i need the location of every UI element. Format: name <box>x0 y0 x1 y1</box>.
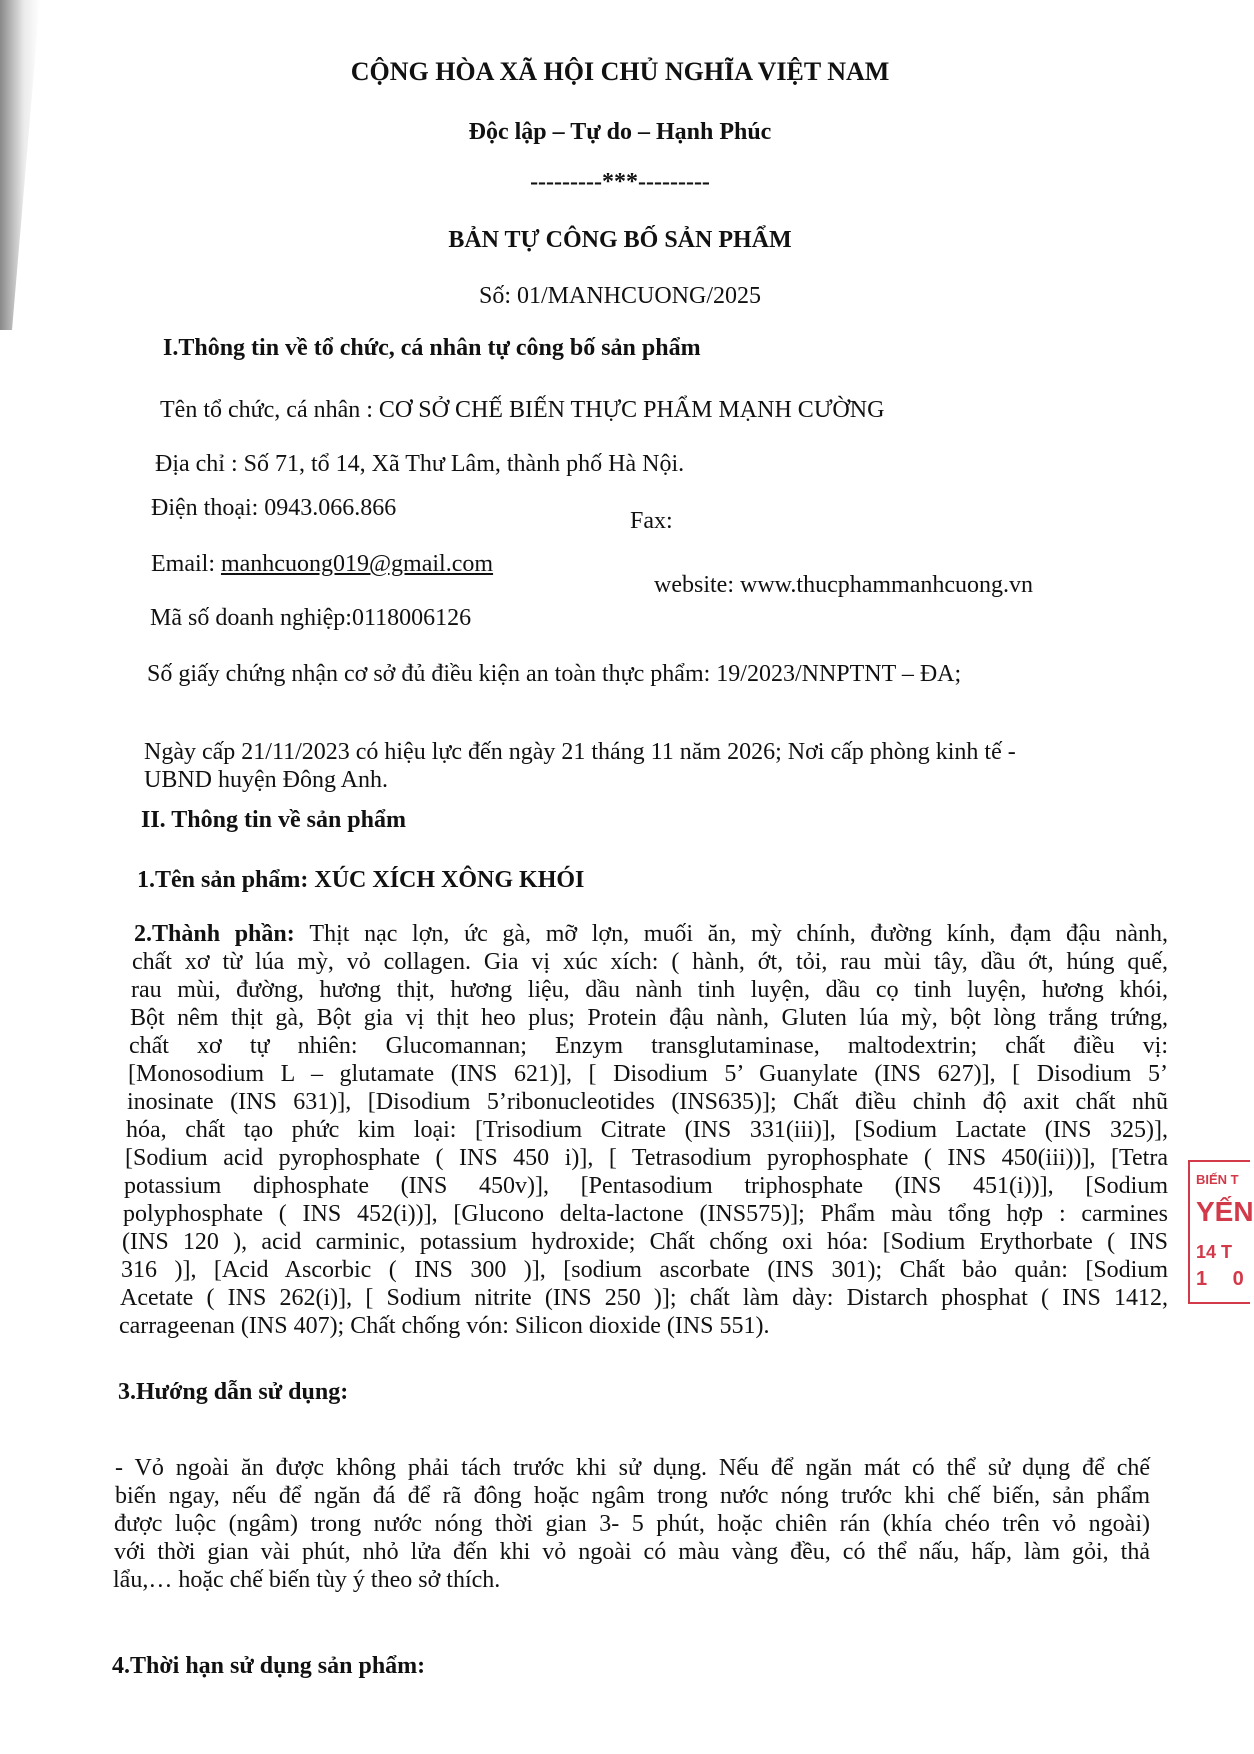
food-safety-certificate: Số giấy chứng nhận cơ sở đủ điều kiện an toàn thực phẩm: 19/2023/NNPTNT – ĐA; <box>147 661 962 687</box>
document-number: Số: 01/MANHCUONG/2025 <box>478 283 762 309</box>
ingredients-line-9: [Sodium acid pyrophosphate ( INS 450 i)], [ Tetrasodium pyrophosphate ( INS 450(iii))], [Tetra <box>125 1145 1168 1171</box>
ingredients-line-14: Acetate ( INS 262(i)], [ Sodium nitrite (INS 250 )]; chất làm dày: Distarch phosphat ( INS 1412, <box>120 1285 1168 1311</box>
product-label: 1.Tên sản phẩm: <box>137 867 315 893</box>
ingredients-line-8: hóa, chất tạo phức kim loại: [Trisodium Citrate (INS 331(iii)], [Sodium Lactate (INS 325)], <box>126 1117 1168 1143</box>
phone: Điện thoại: 0943.066.866 <box>151 495 397 521</box>
ingredients-line-12: (INS 120 ), acid carminic, potassium hydroxide; Chất chống oxi hóa: [Sodium Erythorbate ( INS <box>122 1229 1168 1255</box>
usage-line-1: - Vỏ ngoài ăn được không phải tách trước khi sử dụng. Nếu để ngăn mát có thể sử dụng để chế <box>115 1455 1150 1481</box>
stamp-text-4: 1 0 <box>1196 1268 1254 1290</box>
email-link[interactable]: manhcuong019@gmail.com <box>220 551 494 577</box>
business-code: Mã số doanh nghiệp:0118006126 <box>150 605 472 631</box>
email-label: Email: <box>151 551 221 577</box>
section2-heading: II. Thông tin về sản phẩm <box>141 807 406 833</box>
usage-line-5: lẩu,… hoặc chế biến tùy ý theo sở thích. <box>113 1567 501 1593</box>
ingredients-line-4: Bột nêm thịt gà, Bột gia vị thịt heo plus; Protein đậu nành, Gluten lúa mỳ, bột lòng trắng trứng, <box>130 1005 1168 1031</box>
red-stamp <box>1188 1160 1254 1304</box>
ingredients-text: Thịt nạc lợn, ức gà, mỡ lợn, muối ăn, mỳ chính, đường kính, đạm đậu nành, <box>309 921 1168 947</box>
national-title: CỘNG HÒA XÃ HỘI CHỦ NGHĨA VIỆT NAM <box>350 57 890 86</box>
issue-date-line: Ngày cấp 21/11/2023 có hiệu lực đến ngày 21 tháng 11 năm 2026; Nơi cấp phòng kinh tế - <box>144 739 1016 765</box>
email-line <box>151 550 493 578</box>
product-name-line <box>137 866 584 894</box>
section1-heading: I.Thông tin về tổ chức, cá nhân tự công bố sản phẩm <box>163 335 701 361</box>
ingredients-line-15: carrageenan (INS 407); Chất chống vón: Silicon dioxide (INS 551). <box>119 1313 770 1339</box>
separator: ---------***--------- <box>530 169 710 195</box>
shelf-life-heading: 4.Thời hạn sử dụng sản phẩm: <box>112 1653 426 1679</box>
product-name: XÚC XÍCH XÔNG KHÓI <box>314 867 585 893</box>
ingredients-line-6: [Monosodium L – glutamate (INS 621)], [ Disodium 5’ Guanylate (INS 627)], [ Disodium 5’ <box>128 1061 1168 1087</box>
fax: Fax: <box>630 508 673 534</box>
usage-heading: 3.Hướng dẫn sử dụng: <box>118 1379 349 1405</box>
usage-line-4: với thời gian vài phút, nhỏ lửa đến khi vỏ ngoài có màu vàng đều, có thể nấu, hấp, làm gỏi, thả <box>114 1539 1150 1565</box>
ingredients-line-1 <box>134 920 1168 948</box>
ingredients-line-5: chất xơ tự nhiên: Glucomannan; Enzym transglutaminase, maltodextrin; chất điều vị: <box>129 1033 1168 1059</box>
ingredients-line-7: inosinate (INS 631)], [Disodium 5’ribonucleotides (INS635)]; Chất điều chỉnh độ axit chất nhũ <box>127 1089 1168 1115</box>
stamp-text-1: BIẾN T <box>1196 1172 1239 1187</box>
ingredients-line-11: polyphosphate ( INS 452(i))], [Glucono delta-lactone (INS575)]; Phẩm màu tổng hợp : carmines <box>123 1201 1168 1227</box>
issue-authority-line: UBND huyện Đông Anh. <box>144 767 388 793</box>
document-title: BẢN TỰ CÔNG BỐ SẢN PHẨM <box>448 227 792 253</box>
usage-line-3: được luộc (ngâm) trong nước nóng thời gian 3- 5 phút, hoặc chiên rán (khía chéo trên vỏ ngoài) <box>114 1511 1150 1537</box>
motto: Độc lập – Tự do – Hạnh Phúc <box>468 119 772 145</box>
stamp-text-3: 14 T <box>1196 1242 1233 1262</box>
stamp-text-2: YẾN <box>1196 1196 1254 1227</box>
address: Địa chỉ : Số 71, tổ 14, Xã Thư Lâm, thành phố Hà Nội. <box>155 451 685 477</box>
ingredients-line-3: rau mùi, đường, hương thịt, hương liệu, dầu nành tinh luyện, dầu cọ tinh luyện, hương khói, <box>131 977 1168 1003</box>
website: website: www.thucphammanhcuong.vn <box>654 572 1034 598</box>
ingredients-line-2: chất xơ từ lúa mỳ, vỏ collagen. Gia vị xúc xích: ( hành, ớt, tỏi, rau mùi tây, dầu ớt, húng quế, <box>132 949 1168 975</box>
scan-edge-shadow <box>0 0 40 330</box>
ingredients-line-10: potassium diphosphate (INS 450v)], [Pentasodium triphosphate (INS 451(i))], [Sodium <box>124 1173 1168 1199</box>
ingredients-line-13: 316 )], [Acid Ascorbic ( INS 300 )], [sodium ascorbate (INS 301); Chất bảo quản: [Sodium <box>121 1257 1168 1283</box>
usage-line-2: biến ngay, nếu để ngăn đá để rã đông hoặc ngâm trong nước nóng trước khi chế biến, sản phẩm <box>115 1483 1150 1509</box>
ingredients-label: 2.Thành phần: <box>134 921 310 947</box>
org-name: Tên tổ chức, cá nhân : CƠ SỞ CHẾ BIẾN THỰC PHẨM MẠNH CƯỜNG <box>160 397 885 423</box>
